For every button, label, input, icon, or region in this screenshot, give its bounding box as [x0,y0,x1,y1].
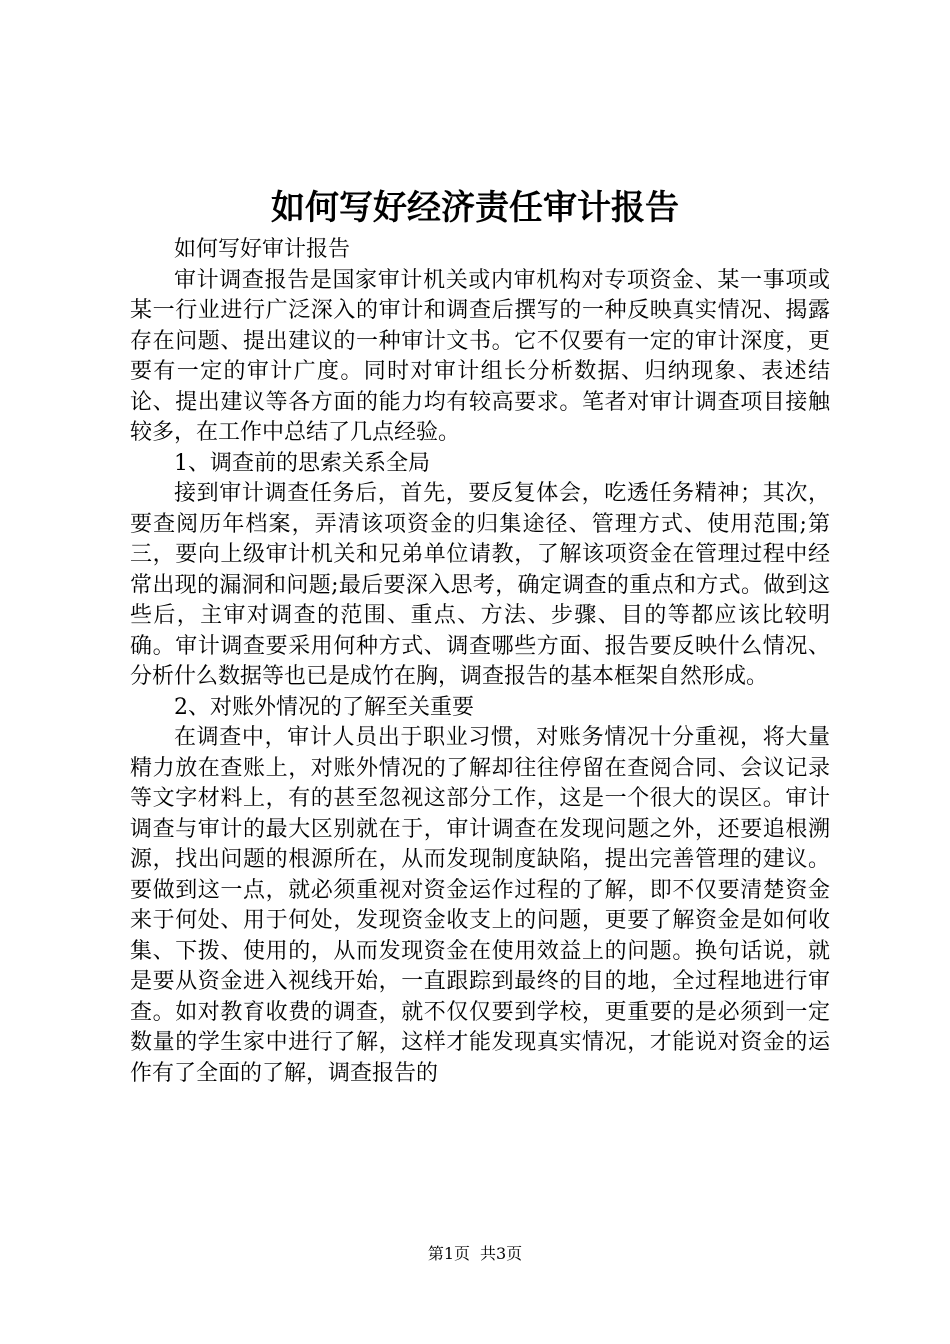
document-title: 如何写好经济责任审计报告 [271,188,679,228]
document-body [130,235,830,1089]
section-1-paragraph: 接到审计调查任务后，首先，要反复体会，吃透任务精神；其次，要查阅历年档案，弄清该项资金的归集途径、管理方式、使用范围;第三，要向上级审计机关和兄弟单位请教，了解该项资金在管理过程中经常出现的漏洞和问题;最后要深入思考，确定调查的重点和方式。做到这些后，主审对调查的范围、重点、方法、步骤、目的等都应该比较明确。审计调查要采用何种方式、调查哪些方面、报告要反映什么情况、分析什么数据等也已是成竹在胸，调查报告的基本框架自然形成。 [130,481,830,689]
page-footer [0,1243,950,1265]
section-2-paragraph: 在调查中，审计人员出于职业习惯，对账务情况十分重视，将大量精力放在查账上，对账外情况的了解却往往停留在查阅合同、会议记录等文字材料上，有的甚至忽视这部分工作，这是一个很大的误区。审计调查与审计的最大区别就在于，审计调查在发现问题之外，还要追根溯源，找出问题的根源所在，从而发现制度缺陷，提出完善管理的建议。要做到这一点，就必须重视对资金运作过程的了解，即不仅要清楚资金来于何处、用于何处，发现资金收支上的问题，更要了解资金是如何收集、下拨、使用的，从而发现资金在使用效益上的问题。换句话说，就是要从资金进入视线开始，一直跟踪到最终的目的地，全过程地进行审查。如对教育收费的调查，就不仅仅要到学校，更重要的是必须到一定数量的学生家中进行了解，这样才能发现真实情况，才能说对资金的运作有了全面的了解，调查报告的 [130,725,830,1086]
page-total: 共3页 [480,1244,523,1263]
intro-paragraph: 审计调查报告是国家审计机关或内审机构对专项资金、某一事项或某一行业进行广泛深入的审计和调查后撰写的一种反映真实情况、揭露存在问题、提出建议的一种审计文书。它不仅要有一定的审计深度，更要有一定的审计广度。同时对审计组长分析数据、归纳现象、表述结论、提出建议等各方面的能力均有较高要求。笔者对审计调查项目接触较多，在工作中总结了几点经验。 [130,267,830,445]
page-number: 第1页 [427,1244,470,1263]
section-heading-1: 1、调查前的思索关系全局 [174,450,430,476]
subtitle-paragraph: 如何写好审计报告 [174,237,351,262]
section-heading-2: 2、对账外情况的了解至关重要 [174,694,474,720]
